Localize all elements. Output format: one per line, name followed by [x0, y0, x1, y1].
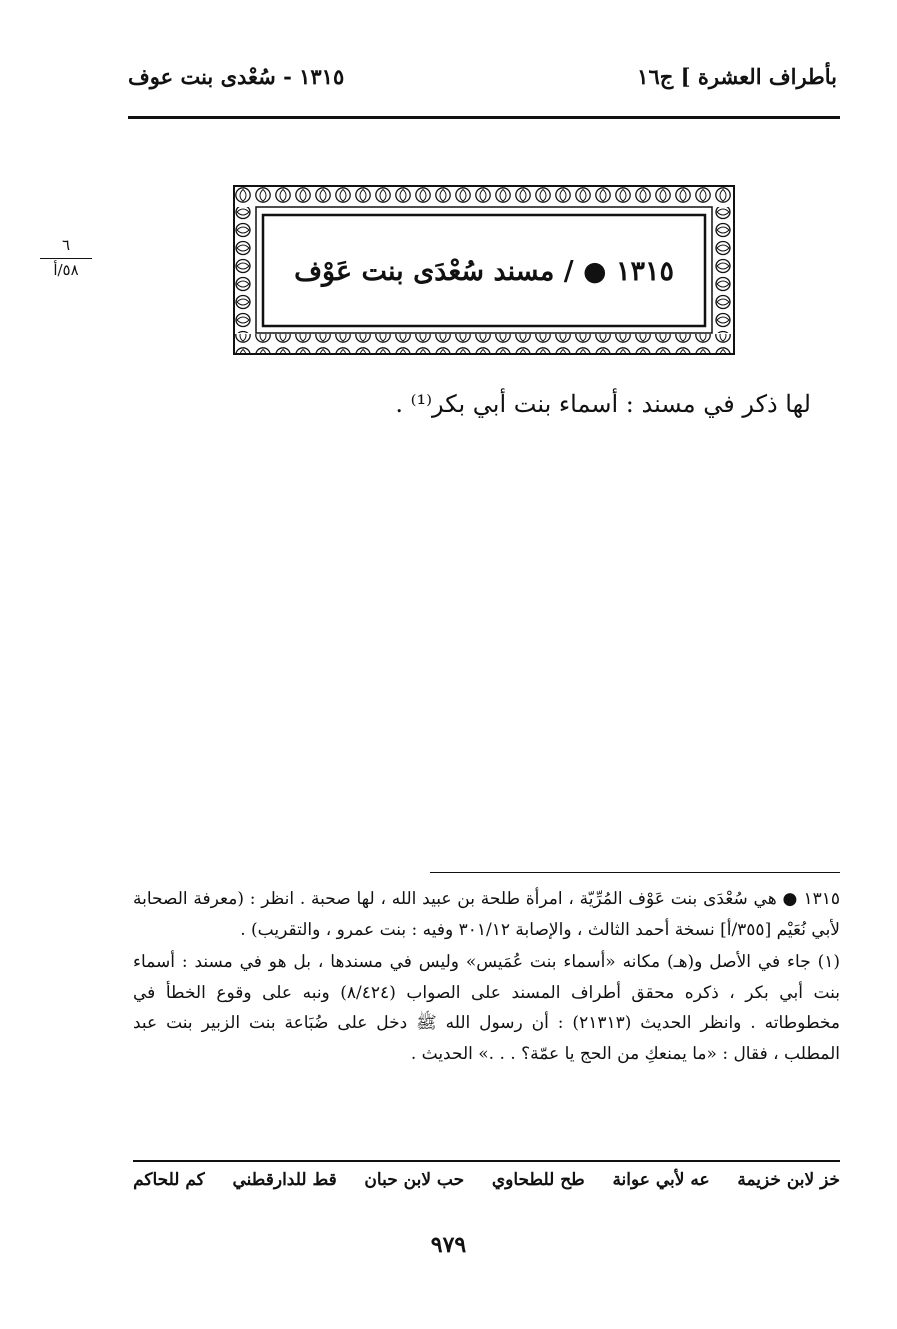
body-text: لها ذكر في مسند : أسماء بنت أبي بكر⁽¹⁾ .: [395, 390, 811, 418]
margin-folio-note: [40, 236, 92, 279]
siglum: طح للطحاوي: [491, 1170, 585, 1190]
margin-note-bottom: ٥٨/أ: [53, 261, 79, 279]
running-header-book-title: بأطراف العشرة ] ج١٦: [637, 64, 837, 89]
footnote-separator: [430, 872, 840, 873]
sigla-rule: [133, 1160, 840, 1162]
footnote-entry: ١٣١٥ ● هي سُعْدَى بنت عَوْف المُرِّيّة ، امرأة طلحة بن عبيد الله ، لها صحبة . انظر : (معرفة الصحابة لأبي نُعَيْم [٣٥٥/أ] نسخة أحمد الثالث ، والإصابة ٣٠١/١٢ وفيه : بنت عمرو ، والتقريب) .: [133, 889, 840, 940]
siglum: قط للدارقطني: [232, 1170, 337, 1190]
header-rule: [128, 116, 840, 119]
entry-heading: ١٣١٥ ● / مسند سُعْدَى بنت عَوْف: [294, 255, 674, 287]
sigla-legend: [133, 1170, 840, 1190]
running-header-entry-title: ١٣١٥ - سُعْدى بنت عوف: [128, 64, 345, 89]
siglum: خز لابن خزيمة: [737, 1170, 840, 1190]
siglum: عه لأبي عوانة: [612, 1170, 710, 1190]
siglum: حب لابن حبان: [364, 1170, 465, 1190]
footnote-1: (١) جاء في الأصل و(هـ) مكانه «أسماء بنت عُمَيس» وليس في مسندها ، بل هو في مسند : أسماء بنت أبي بكر ، ذكره محقق أطراف المسند على الصواب (٨/٤٢٤) ونبه على وقوع الخطأ في مخطوطاته . وانظر الحديث (٢١٣١٣) : أن رسول الله ﷺ دخل على ضُبَاعة بنت الزبير بنت عبد المطلب ، فقال : «ما يمنعكِ من الحج يا عمّة؟ . . .» الحديث .: [133, 952, 840, 1064]
page-number: ٩٧٩: [430, 1232, 467, 1258]
margin-note-top: ٦: [40, 236, 92, 259]
siglum: كم للحاكم: [133, 1170, 205, 1190]
footnotes: [133, 884, 840, 1069]
